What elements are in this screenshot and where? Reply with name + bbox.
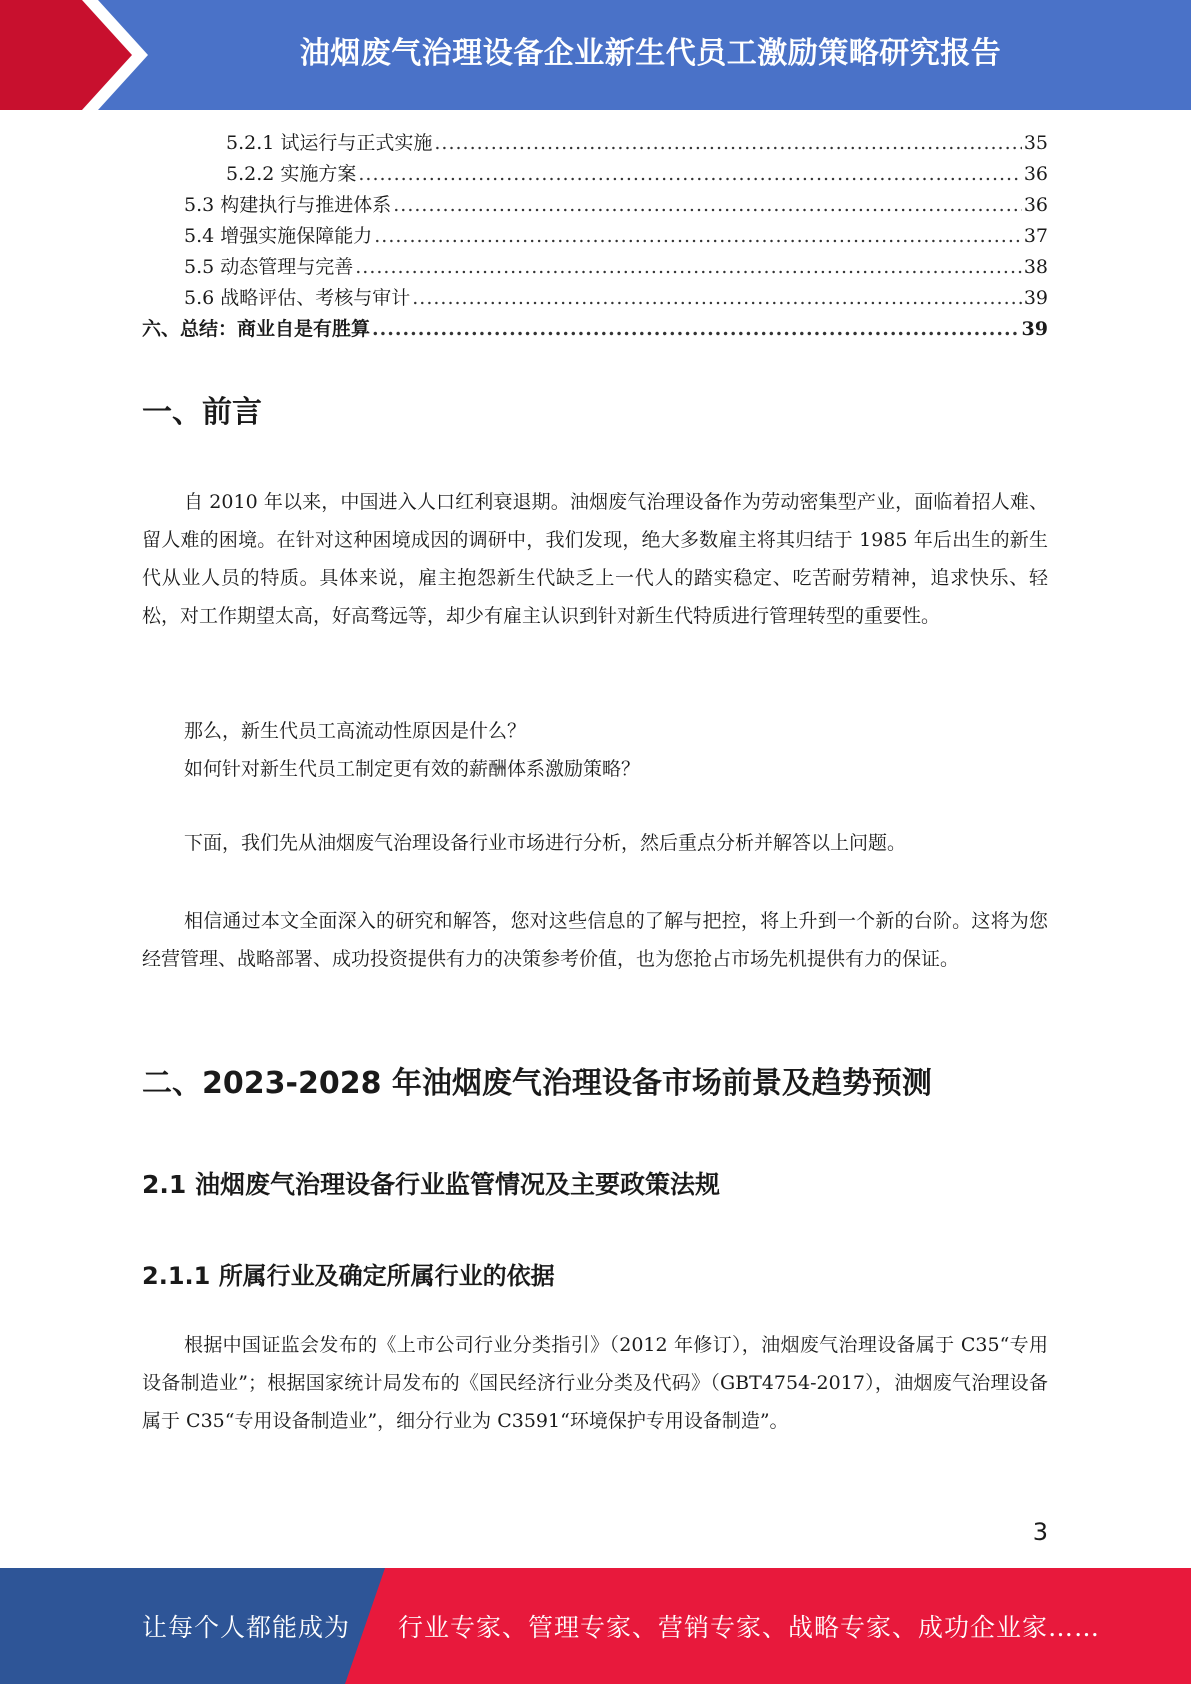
toc-leader-dots: [434, 132, 1021, 154]
toc-entry[interactable]: [142, 283, 1048, 314]
toc-entry-page: 39: [1021, 318, 1048, 340]
footer-banner: [0, 1568, 1191, 1684]
toc-entry-page: 35: [1023, 132, 1048, 154]
toc-entry-label: 5.6 战略评估、考核与审计: [184, 287, 411, 309]
toc-entry-page: 36: [1023, 194, 1048, 216]
preface-paragraph-2: 下面，我们先从油烟废气治理设备行业市场进行分析，然后重点分析并解答以上问题。: [184, 832, 907, 854]
industry-classification-paragraph: 根据中国证监会发布的《上市公司行业分类指引》（2012 年修订），油烟废气治理设备属于 C35“专用设备制造业”；根据国家统计局发布的《国民经济行业分类及代码》（GBT4754-2017），油烟废气治理设备属于 C35“专用设备制造业”，细分行业为 C3591“环境保护专用设备制造”。: [142, 1334, 1048, 1432]
toc-entry[interactable]: [142, 252, 1048, 283]
section-heading-market-outlook: 二、2023-2028 年油烟废气治理设备市场前景及趋势预测: [142, 1066, 932, 1101]
section-heading-preface: 一、前言: [142, 395, 262, 430]
page-number: 3: [1032, 1518, 1048, 1546]
footer-slogan-left: 让每个人都能成为: [142, 1613, 351, 1642]
table-of-contents: [142, 128, 1048, 345]
toc-entry-label: 5.3 构建执行与推进体系: [184, 194, 392, 216]
toc-leader-dots: [374, 225, 1022, 247]
toc-leader-dots: [355, 256, 1022, 278]
toc-leader-dots: [393, 194, 1022, 216]
preface-question-1: 那么，新生代员工高流动性原因是什么？: [184, 720, 527, 742]
report-title: 油烟废气治理设备企业新生代员工激励策略研究报告: [299, 36, 1002, 71]
subsection-heading-2-1-1: 2.1.1 所属行业及确定所属行业的依据: [142, 1262, 555, 1290]
toc-entry[interactable]: [142, 159, 1048, 190]
toc-leader-dots: [372, 318, 1020, 340]
toc-leader-dots: [412, 287, 1022, 309]
toc-entry-label: 5.4 增强实施保障能力: [184, 225, 373, 247]
toc-entry[interactable]: [142, 221, 1048, 252]
preface-question-2: 如何针对新生代员工制定更有效的薪酬体系激励策略？: [184, 758, 641, 780]
toc-leader-dots: [358, 163, 1021, 185]
toc-entry-page: 39: [1023, 287, 1048, 309]
toc-entry-label: 5.2.2 实施方案: [226, 163, 357, 185]
toc-entry[interactable]: [142, 128, 1048, 159]
preface-paragraph-1: 自 2010 年以来，中国进入人口红利衰退期。油烟废气治理设备作为劳动密集型产业，面临着招人难、留人难的困境。在针对这种困境成因的调研中，我们发现，绝大多数雇主将其归结于 1985 年后出生的新生代从业人员的特质。具体来说，雇主抱怨新生代缺乏上一代人的踏实稳定、吃苦耐劳精神，追求快乐、轻松，对工作期望太高，好高骛远等，却少有雇主认识到针对新生代特质进行管理转型的重要性。: [142, 491, 1048, 627]
toc-entry-page: 36: [1023, 163, 1048, 185]
toc-entry-page: 38: [1023, 256, 1048, 278]
toc-entry-label: 5.5 动态管理与完善: [184, 256, 354, 278]
toc-entry-label: 5.2.1 试运行与正式实施: [226, 132, 433, 154]
toc-entry-label: 六、总结：商业自是有胜算: [142, 318, 371, 340]
toc-entry[interactable]: [142, 190, 1048, 221]
header-banner: [0, 0, 1191, 110]
subsection-heading-2-1: 2.1 油烟废气治理设备行业监管情况及主要政策法规: [142, 1170, 720, 1199]
toc-entry-page: 37: [1023, 225, 1048, 247]
toc-entry[interactable]: [142, 314, 1048, 345]
header-chevron-decoration: [0, 0, 160, 110]
footer-slogan-right: 行业专家、管理专家、营销专家、战略专家、成功企业家……: [398, 1613, 1101, 1642]
preface-paragraph-3: 相信通过本文全面深入的研究和解答，您对这些信息的了解与把控，将上升到一个新的台阶。这将为您经营管理、战略部署、成功投资提供有力的决策参考价值，也为您抢占市场先机提供有力的保证。: [142, 910, 1048, 970]
